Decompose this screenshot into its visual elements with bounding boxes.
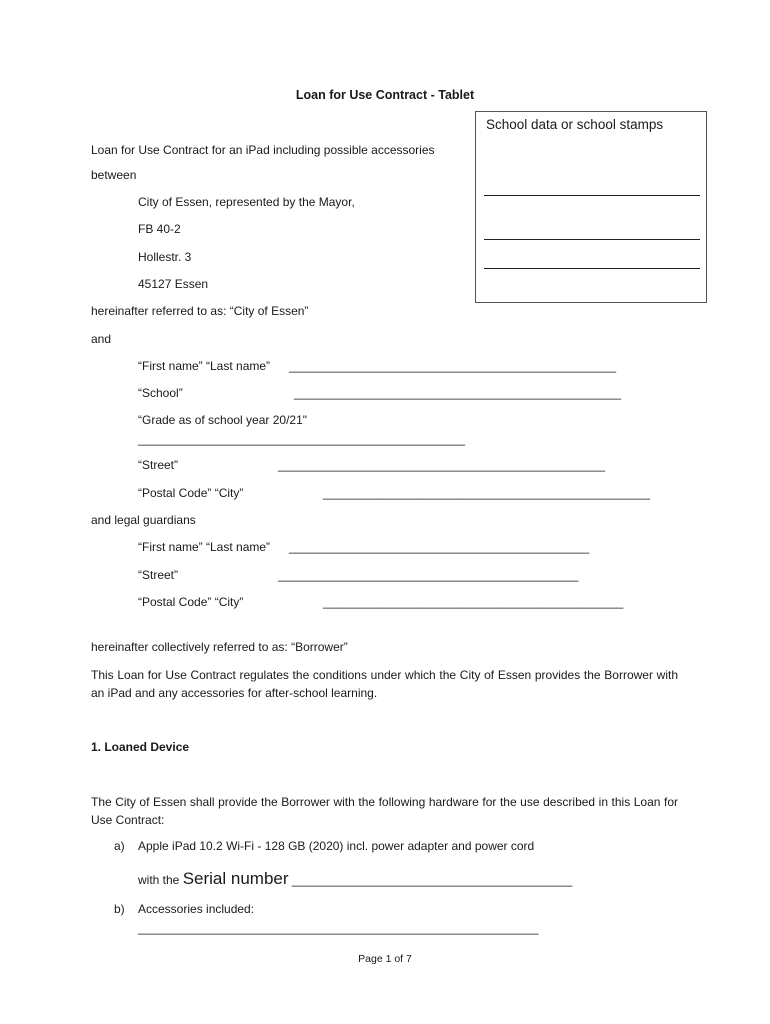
item-b-blank[interactable]: ____________________________________________________________ (138, 921, 539, 935)
stamp-box-label: School data or school stamps (486, 117, 664, 132)
guardians-heading: and legal guardians (91, 513, 196, 527)
student-postal-label: “Postal Code” “City” (138, 486, 244, 500)
student-postal-blank[interactable]: _________________________________________________ (323, 486, 651, 500)
guardian-street-blank[interactable]: _____________________________________________ (278, 568, 579, 582)
intro-text: Loan for Use Contract for an iPad including possible accessories (91, 143, 435, 157)
regulation-paragraph: This Loan for Use Contract regulates the conditions under which the City of Essen provides the Borrower with an iPad and any accessories for after-school learning. (91, 668, 678, 700)
guardian-name-blank[interactable]: _____________________________________________ (289, 540, 590, 554)
school-stamp-box (475, 111, 707, 303)
party1-line4: 45127 Essen (138, 277, 209, 291)
item-a-marker: a) (114, 839, 125, 853)
student-street-label: “Street” (138, 458, 179, 472)
item-b-marker: b) (114, 902, 125, 916)
student-name-label: “First name” “Last name” (138, 359, 271, 373)
item-b-text: Accessories included: (138, 902, 255, 916)
party1-line2: FB 40-2 (138, 222, 181, 236)
guardian-postal-label: “Postal Code” “City” (138, 595, 244, 609)
student-name-blank[interactable]: _________________________________________________ (289, 359, 617, 373)
stamp-line-2 (484, 239, 700, 240)
party1-line3: Hollestr. 3 (138, 250, 192, 264)
student-street-blank[interactable]: _________________________________________________ (278, 458, 606, 472)
guardian-street-label: “Street” (138, 568, 179, 582)
section1-paragraph: The City of Essen shall provide the Borrower with the following hardware for the use described in this Loan for Use Contract: (91, 795, 678, 827)
document-title: Loan for Use Contract - Tablet (295, 88, 475, 102)
guardian-name-label: “First name” “Last name” (138, 540, 271, 554)
stamp-line-1 (484, 195, 700, 196)
section1-heading: 1. Loaned Device (91, 740, 190, 754)
between-text: between (91, 168, 137, 182)
student-school-label: “School” (138, 386, 183, 400)
referred-borrower-text: hereinafter collectively referred to as: “Borrower” (91, 640, 348, 654)
student-school-blank[interactable]: _________________________________________________ (294, 386, 622, 400)
item-a-text: Apple iPad 10.2 Wi-Fi - 128 GB (2020) incl. power adapter and power cord (138, 839, 535, 853)
serial-prefix: with the (138, 873, 180, 887)
stamp-line-3 (484, 268, 700, 269)
guardian-postal-blank[interactable]: _____________________________________________ (323, 595, 624, 609)
serial-blank[interactable]: __________________________________________ (291, 873, 573, 887)
student-grade-blank[interactable]: _________________________________________________ (138, 432, 466, 446)
student-grade-label: “Grade as of school year 20/21" (138, 413, 308, 427)
serial-label: Serial number (182, 869, 289, 888)
serial-number-row (138, 868, 572, 891)
page-footer: Page 1 of 7 (358, 953, 412, 965)
party1-line1: City of Essen, represented by the Mayor, (138, 195, 355, 209)
referred-city-text: hereinafter referred to as: “City of Essen” (91, 304, 309, 318)
and-text: and (91, 332, 112, 346)
